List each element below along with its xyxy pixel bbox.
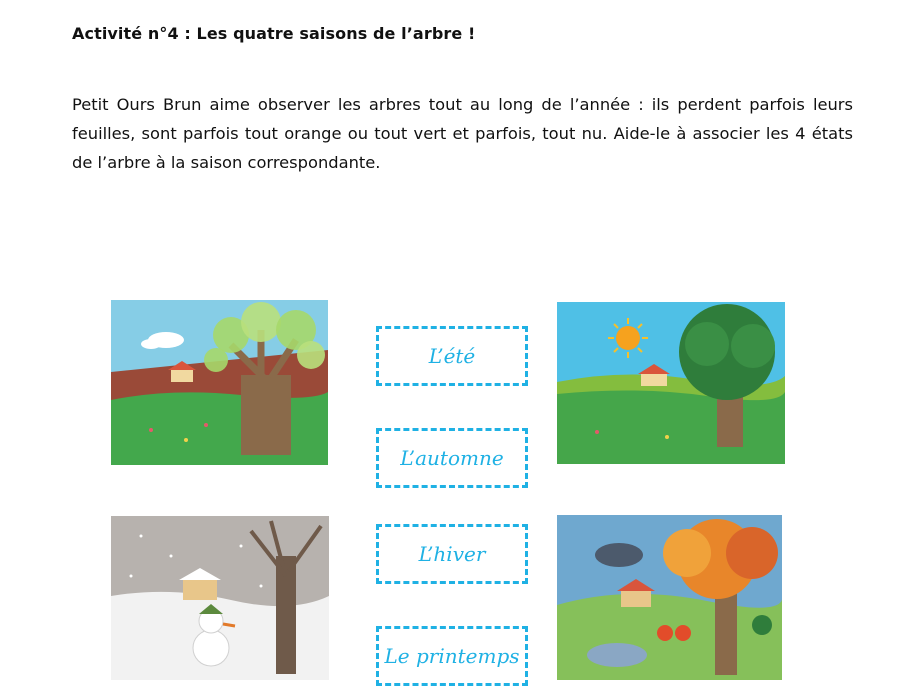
activity-title: Activité n°4 : Les quatre saisons de l’arbre ! [72,24,476,43]
winter-tree-image [111,516,329,680]
spring-tree-image [111,300,328,465]
label-automne[interactable]: L’automne [376,428,528,488]
label-hiver[interactable]: L’hiver [376,524,528,584]
summer-tree-image [557,302,785,464]
activity-instructions: Petit Ours Brun aime observer les arbres tout au long de l’année : ils perdent parfois leurs feuilles, sont parfois tout orange ou tout vert et parfois, tout nu. Aide-le à associer les 4 états de l’arbre à la saison correspondante. [72,95,853,172]
label-ete[interactable]: L’été [376,326,528,386]
label-printemps[interactable]: Le printemps [376,626,528,686]
autumn-tree-image [557,515,782,680]
